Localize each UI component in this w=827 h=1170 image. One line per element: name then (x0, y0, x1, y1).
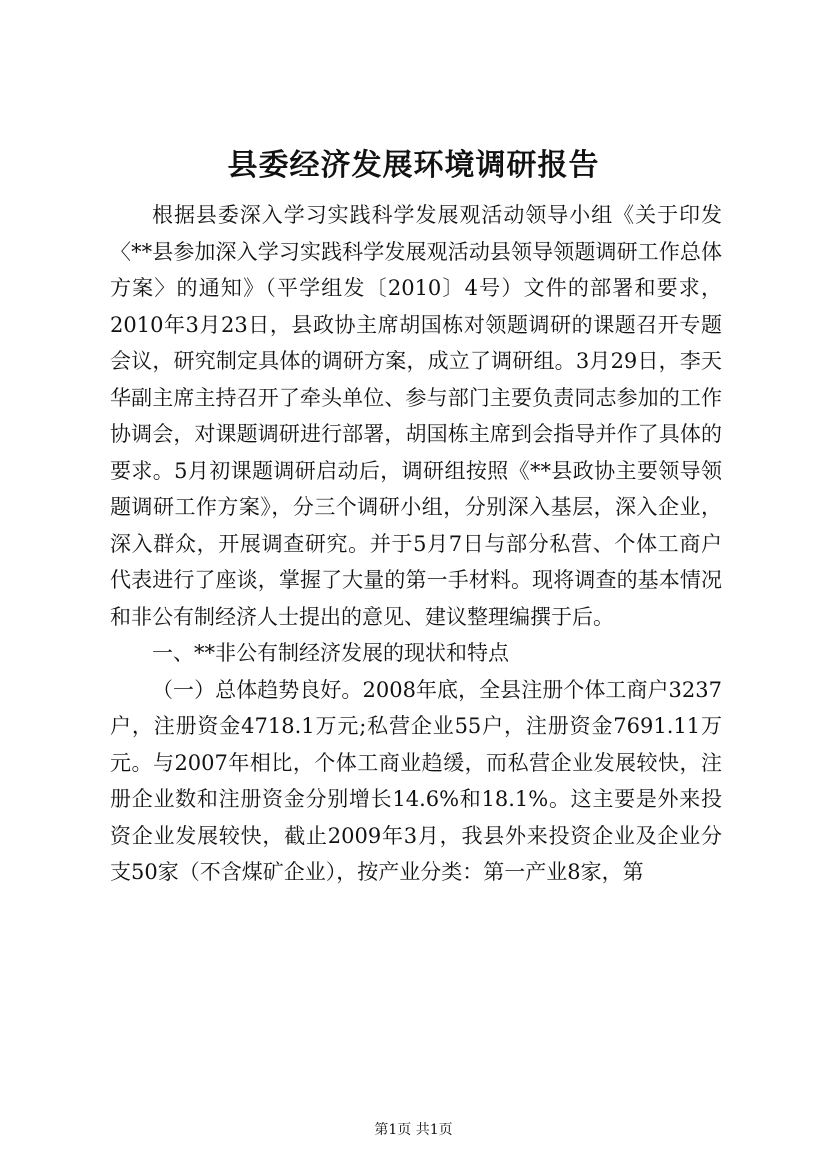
document-body (110, 197, 722, 891)
subsection-paragraph: （一）总体趋势良好。2008年底，全县注册个体工商户3237户，注册资金4718.1万元;私营企业55户，注册资金7691.11万元。与2007年相比，个体工商业趋缓，而私营企业发展较快，注册企业数和注册资金分别增长14.6%和18.1%。这主要是外来投资企业发展较快，截止2009年3月，我县外来投资企业及企业分支50家（不含煤矿企业），按产业分类：第一产业8家，第 (110, 677, 722, 884)
page-footer: 第1页 共1页 (374, 1122, 453, 1138)
intro-paragraph: 根据县委深入学习实践科学发展观活动领导小组《关于印发〈**县参加深入学习实践科学发展观活动县领导领题调研工作总体方案〉的通知》（平学组发〔2010〕4号）文件的部署和要求，2010年3月23日，县政协主席胡国栋对领题调研的课题召开专题会议，研究制定具体的调研方案，成立了调研组。3月29日，李天华副主席主持召开了牵头单位、参与部门主要负责同志参加的工作协调会，对课题调研进行部署，胡国栋主席到会指导并作了具体的要求。5月初课题调研启动后，调研组按照《**县政协主要领导领题调研工作方案》，分三个调研小组，分别深入基层，深入企业，深入群众，开展调查研究。并于5月7日与部分私营、个体工商户代表进行了座谈，掌握了大量的第一手材料。现将调查的基本情况和非公有制经济人士提出的意见、建议整理编撰于后。 (110, 203, 722, 629)
section-heading: 一、**非公有制经济发展的现状和特点 (152, 641, 509, 665)
document-title: 县委经济发展环境调研报告 (227, 148, 600, 183)
